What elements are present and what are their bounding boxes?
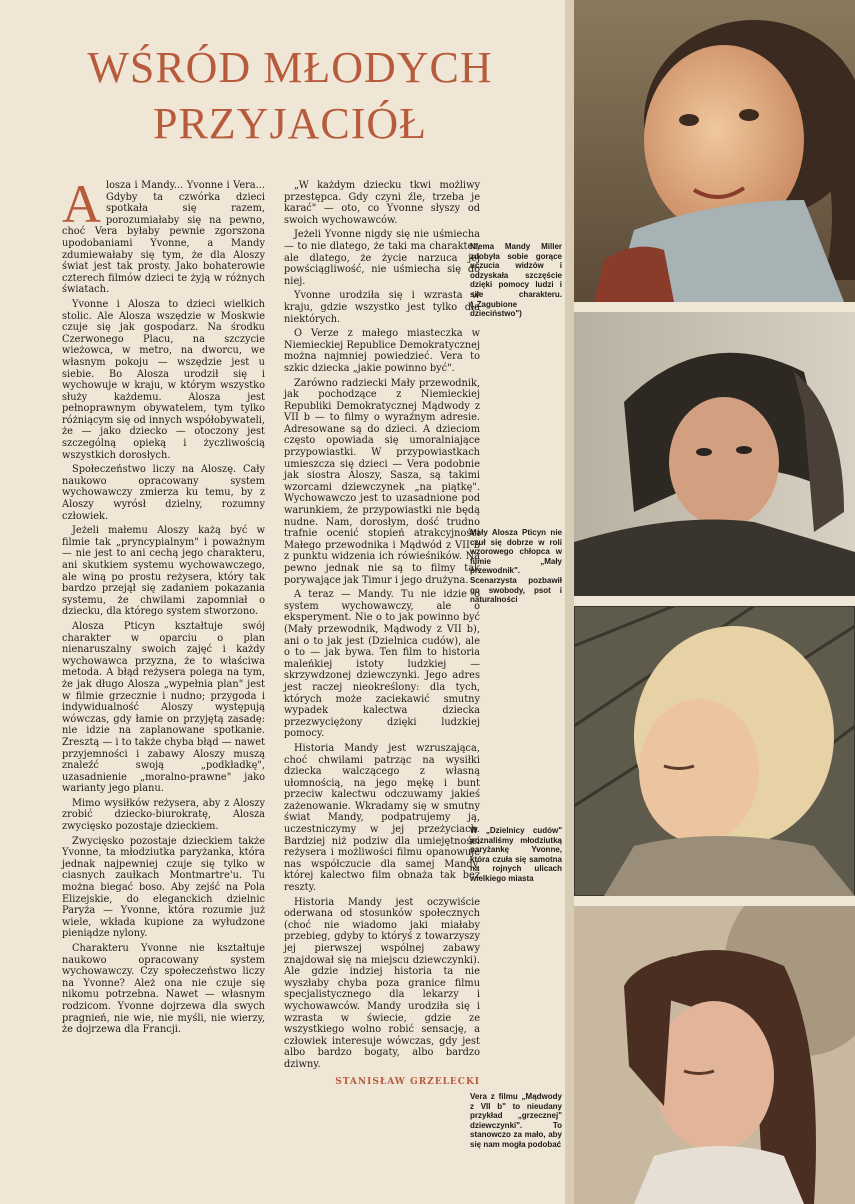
paragraph: A teraz — Mandy. Tu nie idzie o system wychowawczy, ale o eksperyment. Nie o to jak powinno być (Mały przewodnik, Mądwody z VII b), ani o to jak jest (Dzielnica cudów), ale o to — jak bywa. Ten film to historia maleńkiej istoty ludzkiej — skrzywdzonej dziewczynki. Jego adres jest raczej nieokreślony: dla tych, których może zaciekawić smutny wypadek kalectwa dziecka przezwyciężony dzięki ludzkiej pomocy. xyxy=(284,589,480,740)
paragraph: Charakteru Yvonne nie kształtuje naukowo opracowany system wychowawczy. Czy społeczeństwo liczy na Yvonne? Ależ ona nie czuje się nikomu potrzebna. Nawet — własnym rodzicom. Yvonne dojrzewa dla swych pragnień, nie wie, nie myśli, nie wierzy, że dojrzewa dla Francji. xyxy=(62,943,265,1036)
paragraph: Historia Mandy jest wzruszająca, choć chwilami patrząc na wysiłki dziecka walczącego z własną ułomnością, na jego mękę i bunt przeciw kalectwu odczuwamy jakieś zażenowanie. Wkradamy się w smutny świat Mandy, podpatrujemy ją, uczestniczymy w jej przeżyciach. Bardziej niż podziw dla umiejętności reżysera i możliwości filmu opanowuje nas współczucie dla samej Mandy, której kalectwo film obnaża tak bez reszty. xyxy=(284,742,480,894)
paragraph: „W każdym dziecku tkwi możliwy przestępca. Gdy czyni źle, trzeba je karać" — oto, co Yvonne słyszy od swoich wychowawców. xyxy=(284,180,480,226)
caption-mandy: Niema Mandy Miller zdobyła sobie gorące uczucia widzów i odzyskała szczęście dzięki pomocy ludzi i sile charakteru. („Zagubione dzieciństwo") xyxy=(470,242,562,319)
photo-yvonne xyxy=(574,606,855,896)
photo-alosza xyxy=(574,312,855,596)
column-1 xyxy=(62,174,265,1039)
author-signature: STANISŁAW GRZELECKI xyxy=(335,1076,480,1087)
article-title xyxy=(70,40,510,152)
title-line-2: PRZYJACIÓŁ xyxy=(152,99,428,148)
caption-vera: Vera z filmu „Mądwody z VII b" to nieudany przykład „grzecznej" dziewczynki". To stanowczo za mało, aby się nam mogła podobać xyxy=(470,1092,562,1149)
title-line-1: WŚRÓD MŁODYCH xyxy=(87,43,493,92)
photo-mandy xyxy=(574,0,855,302)
caption-alosza: Mały Alosza Pticyn nie czuł się dobrze w roli wzorowego chłopca w filmie „Mały przewodnik". Scenarzysta pozbawił go swobody, psot i naturalności xyxy=(470,528,562,605)
paragraph: O Verze z małego miasteczka w Niemieckiej Republice Demokratycznej można najmniej powiedzieć. Vera to szkic dziecka „jakie powinno być". xyxy=(284,328,480,374)
paragraph: Społeczeństwo liczy na Aloszę. Cały naukowo opracowany system wychowawczy zmierza ku temu, by z Aloszy wyrósł dzielny, rozumny człowiek. xyxy=(62,464,265,522)
paragraph: Alosza Pticyn kształtuje swój charakter w oparciu o plan nienaruszalny swoich zajęć i każdy wychowawca przyzna, że to właściwa metoda. A błąd reżysera polega na tym, że jak długo Alosza „wypełnia plan" jest w filmie grzecznie i nudno; przygoda i indywidualność Aloszy występują wówczas, gdy łamie on przyjętą zasadę: nie idzie na zaplanowane spotkanie. Zresztą — i to także chyba błąd — nawet przyjemności i zabawy Aloszy muszą znaleźć swoją „podkładkę", uzasadnienie „moralno-prawne" jako warianty jego planu. xyxy=(62,620,265,795)
paragraph: Historia Mandy jest oczywiście oderwana od stosunków społecznych (choć nie wiadomo jaki miałaby przebieg, gdyby to któryś z towarzyszy jej pierwszej wspólnej zabawy znajdował się na miejscu dziewczynki). Ale gdzie indziej historia ta nie wyszłaby chyba poza granice filmu specjalistycznego dla lekarzy i wychowawców. Mandy urodziła się i wzrasta w świecie, gdzie ze wszystkiego wolno robić sensację, a człowiek interesuje wówczas, gdy jest albo bardzo bogaty, albo bardzo dziwny. xyxy=(284,896,480,1070)
paragraph: Yvonne i Alosza to dzieci wielkich stolic. Ale Alosza wszędzie w Moskwie czuje się jak gospodarz. Na środku Czerwonego Placu, na szczycie wieżowca, w metro, na dworcu, we własnym pokoju — wszędzie jest u siebie. Bo Alosza urodził się i wychowuje w kraju, w którym wszystko służy każdemu. Alosza jest pełnoprawnym obywatelem, tym tylko różniącym się od innych współobywateli, że — jako dziecko — otoczony jest szczególną opieką i życzliwością wszystkich dorosłych. xyxy=(62,298,265,461)
caption-yvonne: W „Dzielnicy cudów" poznaliśmy młodziutką paryżankę Yvonne, która czuła się samotna na rojnych ulicach wielkiego miasta xyxy=(470,826,562,883)
page-gutter xyxy=(565,0,574,1204)
dropcap: A xyxy=(62,174,101,234)
paragraph: Yvonne urodziła się i wzrasta w kraju, gdzie wszystko jest tylko dla niektórych. xyxy=(284,290,480,325)
photo-vera xyxy=(574,906,855,1204)
column-2 xyxy=(284,180,480,1088)
paragraph: Mimo wysiłków reżysera, aby z Aloszy zrobić dziecko-biurokratę, Alosza zwycięsko pozostaje dzieckiem. xyxy=(62,797,265,833)
paragraph: Jeżeli Yvonne nigdy się nie uśmiecha — to nie dlatego, że taki ma charakter, ale dlatego, że życie narzuca jej powściągliwość, nie uśmiecha się do niej. xyxy=(284,229,480,287)
paragraph: Jeżeli małemu Aloszy każą być w filmie tak „pryncypialnym" i poważnym — nie jest to ani cechą jego charakteru, ani skutkiem systemu wychowawczego, ale winą po prostu reżysera, który tak bardzo przejął się zadaniem pokazania systemu, że chwilami zapomniał o dziecku, dla którego system stworzono. xyxy=(62,525,265,618)
paragraph: Zarówno radziecki Mały przewodnik, jak pochodzące z Niemieckiej Republiki Demokratycznej Mądwody z VII b — to filmy o wyraźnym adresie. Adresowane są do dzieci. A dzieciom często opowiada się umoralniające przypowiastki. W przypowiastkach umieszcza się dzieci — Vera podobnie jak siostra Aloszy, Sasza, są takimi wzorcami dziewczynek „na piątkę". Wychowawczo jest to uzasadnione pod warunkiem, że przypowiastki nie będą nudne. Nam, dorosłym, dość trudno trafnie ocenić stopień atrakcyjności Małego przewodnika i Mądwód z VII b z punktu widzenia ich rówieśników. Na pewno jednak nie są to filmy tak porywające jak Timur i jego drużyna. xyxy=(284,377,480,586)
paragraph: Alosza i Mandy... Yvonne i Vera... Gdyby ta czwórka dzieci spotkała się razem, porozumiałaby się na pewno, choć Vera byłaby pewnie zgorszona upodobaniami Yvonne, a Mandy zdumiewałaby się tym, że dla Aloszy świat jest tak prosty. Jako bohaterowie czterech filmów dzieci te żyją w różnych światach. xyxy=(62,174,265,296)
paragraph: Zwycięsko pozostaje dzieckiem także Yvonne, ta młodziutka paryżanka, która jednak najpewniej czuje się tylko w ciasnych zaułkach Montmartre'u. Tu można biegać boso. Aby zejść na Pola Elizejskie, do eleganckich dzielnic Paryża — Yvonne, która rozumie już wiele, wkłada kupione za wyłudzone pieniądze nylony. xyxy=(62,835,265,940)
